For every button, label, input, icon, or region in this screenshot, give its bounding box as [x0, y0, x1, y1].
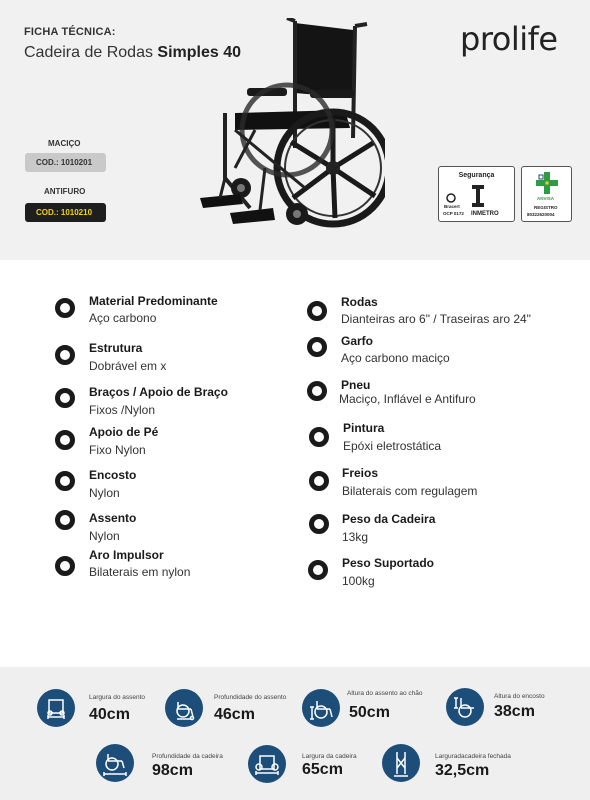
bullet-ring-icon — [307, 301, 327, 321]
bullet-ring-icon — [55, 298, 75, 318]
folded-width-icon — [382, 744, 420, 782]
spec-label: Garfo — [341, 334, 374, 348]
dimension-label: Larguradacadeira fechada — [435, 753, 511, 760]
brand-logo: prolife — [460, 20, 558, 58]
spec-value: Dobrável em x — [89, 359, 167, 373]
bullet-ring-icon — [307, 337, 327, 357]
registro-label: REGISTRO — [534, 205, 558, 210]
registro-number: 80322620004 — [527, 212, 555, 217]
wheelchair-product-image — [195, 18, 385, 233]
bullet-ring-icon — [309, 514, 329, 534]
dimension-value: 32,5cm — [435, 762, 490, 779]
dimension-label: Largura do assento — [89, 694, 146, 701]
dimension-value: 98cm — [152, 762, 193, 779]
bullet-ring-icon — [55, 430, 75, 450]
ocp-label: OCP 0172 — [443, 211, 464, 216]
anvisa-label: ANVISA — [537, 196, 555, 201]
dimension-label: Profundidade do assento — [214, 694, 287, 701]
bullet-ring-icon — [55, 388, 75, 408]
product-title-model: Simples 40 — [157, 44, 242, 61]
backrest-height-icon — [446, 688, 484, 726]
bracert-label: Bracert — [444, 204, 460, 209]
spec-label: Pneu — [341, 378, 371, 392]
dimension-value: 46cm — [214, 706, 255, 723]
spec-label: Pintura — [343, 421, 385, 435]
certification-anvisa-badge — [521, 166, 572, 222]
spec-value: Fixo Nylon — [89, 443, 146, 457]
chair-width-icon — [248, 745, 286, 783]
bracert-icon — [445, 193, 457, 203]
header — [0, 0, 590, 260]
spec-label: Aro Impulsor — [89, 548, 164, 562]
spec-value: Bilaterais em nylon — [89, 565, 191, 579]
spec-label: Material Predominante — [89, 294, 218, 308]
variant-antifuro-label: ANTIFURO — [44, 187, 86, 196]
spec-label: Peso Suportado — [342, 556, 435, 570]
spec-value: Aço carbono — [89, 311, 157, 325]
spec-value: 13kg — [342, 530, 369, 544]
bullet-ring-icon — [307, 381, 327, 401]
spec-label: Assento — [89, 511, 137, 525]
seat-depth-icon — [165, 689, 203, 727]
bullet-ring-icon — [55, 556, 75, 576]
spec-label: Encosto — [89, 468, 137, 482]
bullet-ring-icon — [55, 345, 75, 365]
spec-value: Fixos /Nylon — [89, 403, 156, 417]
dimension-label: Largura da cadeira — [302, 753, 357, 760]
dimension-label: Altura do encosto — [494, 693, 545, 700]
spec-value: Maciço, Inflável e Antifuro — [339, 392, 476, 406]
dimension-value: 50cm — [349, 704, 390, 721]
spec-label: Estrutura — [89, 341, 143, 355]
spec-value: Epóxi eletrostática — [343, 439, 442, 453]
bullet-ring-icon — [309, 471, 329, 491]
spec-value: Nylon — [89, 529, 120, 543]
variant-antifuro-code: COD.: 1010210 — [25, 203, 106, 222]
bullet-ring-icon — [309, 427, 329, 447]
spec-value: Nylon — [89, 486, 120, 500]
product-title-prefix: Cadeira de Rodas — [24, 44, 158, 61]
dimension-label: Altura do assento ao chão — [347, 690, 423, 697]
spec-value: Bilaterais com regulagem — [342, 484, 478, 498]
spec-value: 100kg — [342, 574, 375, 588]
dimensions-footer — [0, 667, 590, 800]
variant-macico-label: MACIÇO — [48, 139, 81, 148]
anvisa-cross-icon — [536, 172, 558, 194]
dimension-value: 38cm — [494, 703, 535, 720]
spec-label: Freios — [342, 466, 379, 480]
bullet-ring-icon — [308, 560, 328, 580]
spec-label: Apoio de Pé — [89, 425, 159, 439]
spec-value: Dianteiras aro 6" / Traseiras aro 24" — [341, 312, 531, 326]
inmetro-icon — [472, 185, 484, 207]
spec-label: Braços / Apoio de Braço — [89, 385, 228, 399]
spec-label: Rodas — [341, 295, 378, 309]
chair-depth-icon — [96, 744, 134, 782]
dimension-value: 40cm — [89, 706, 130, 723]
ficha-tecnica-label: FICHA TÉCNICA: — [24, 26, 116, 38]
spec-label: Peso da Cadeira — [342, 512, 436, 526]
seat-width-icon — [37, 689, 75, 727]
dimension-label: Profundidade da cadeira — [152, 753, 223, 760]
seat-height-icon — [302, 689, 340, 727]
certification-seguranca-badge — [438, 166, 515, 222]
bullet-ring-icon — [55, 510, 75, 530]
bullet-ring-icon — [55, 471, 75, 491]
dimension-value: 65cm — [302, 761, 343, 778]
variant-macico-code: COD.: 1010201 — [25, 153, 106, 172]
seguranca-title: Segurança — [458, 172, 495, 179]
inmetro-label: INMETRO — [471, 211, 499, 217]
spec-value: Aço carbono maciço — [341, 351, 450, 365]
